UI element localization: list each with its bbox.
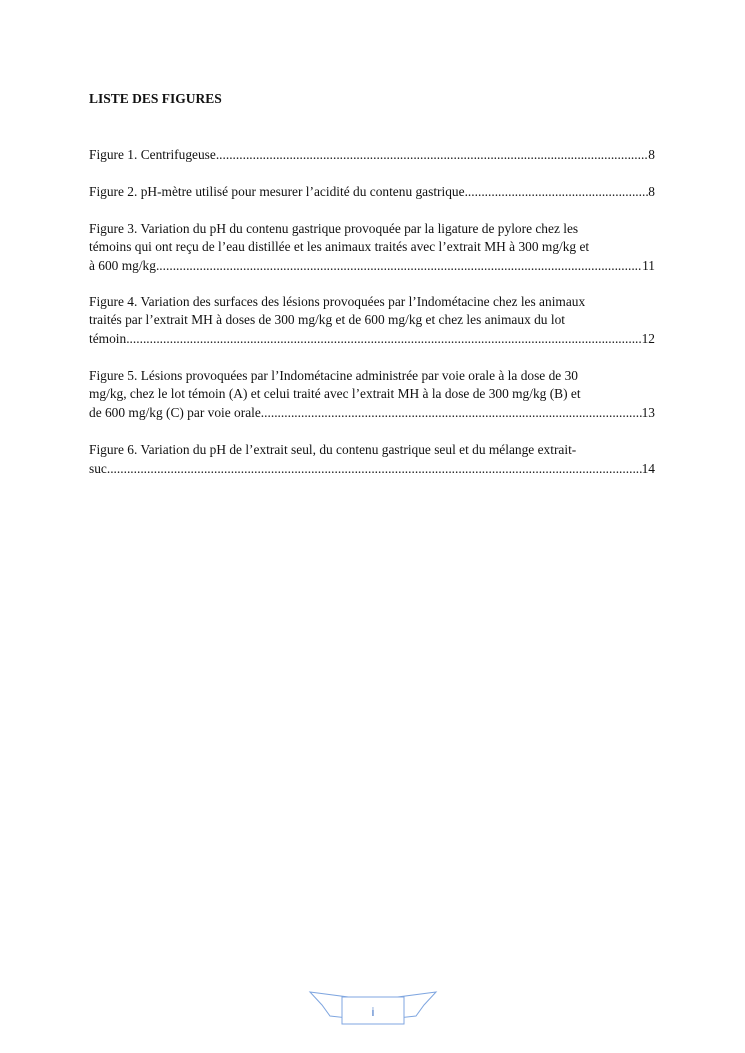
entry-text: suc [89,461,107,476]
toc-entry-figure-1[interactable] [89,146,655,164]
entry-text: traités par l’extrait MH à doses de 300 mg/kg et de 600 mg/kg et chez les animaux du lot [89,312,565,327]
footer-page-ribbon [308,988,438,1028]
dot-leader [107,460,642,478]
entry-text: témoins qui ont reçu de l’eau distillée et les animaux traités avec l’extrait MH à 300 mg/kg et [89,239,590,254]
dot-leader [465,183,649,201]
page-number: 12 [641,331,655,346]
page-number: 11 [642,258,655,273]
entry-text: Figure 6. Variation du pH de l’extrait seul, du contenu gastrique seul et du mélange extrait- [89,442,577,457]
entry-text: Figure 2. pH-mètre utilisé pour mesurer l’acidité du contenu gastrique [89,184,465,199]
entry-text: Figure 5. Lésions provoquées par l’Indométacine administrée par voie orale à la dose de 30 [89,368,578,383]
entry-text: de 600 mg/kg (C) par voie orale. [89,405,265,420]
page-number: 8 [648,184,655,199]
entry-text: mg/kg, chez le lot témoin (A) et celui traité avec l’extrait MH à la dose de 300 mg/kg (B) et [89,386,581,401]
dot-leader [216,146,648,164]
page-number: 8 [648,147,655,162]
dot-leader [264,404,641,422]
page-number: 13 [641,405,655,420]
entry-text: Figure 4. Variation des surfaces des lésions provoquées par l’Indométacine chez les animaux [89,294,586,309]
page-number: 14 [641,461,655,476]
entry-text: témoin. [89,331,130,346]
footer-page-number: i [371,1005,375,1019]
page-title: LISTE DES FIGURES [89,91,222,106]
toc-entry-figure-2[interactable] [89,183,655,201]
dot-leader [130,330,642,348]
dot-leader [156,257,642,275]
entry-text: Figure 3. Variation du pH du contenu gastrique provoquée par la ligature de pylore chez les [89,221,579,236]
entry-text: Figure 1. Centrifugeuse [89,147,216,162]
entry-text: à 600 mg/kg [89,258,156,273]
